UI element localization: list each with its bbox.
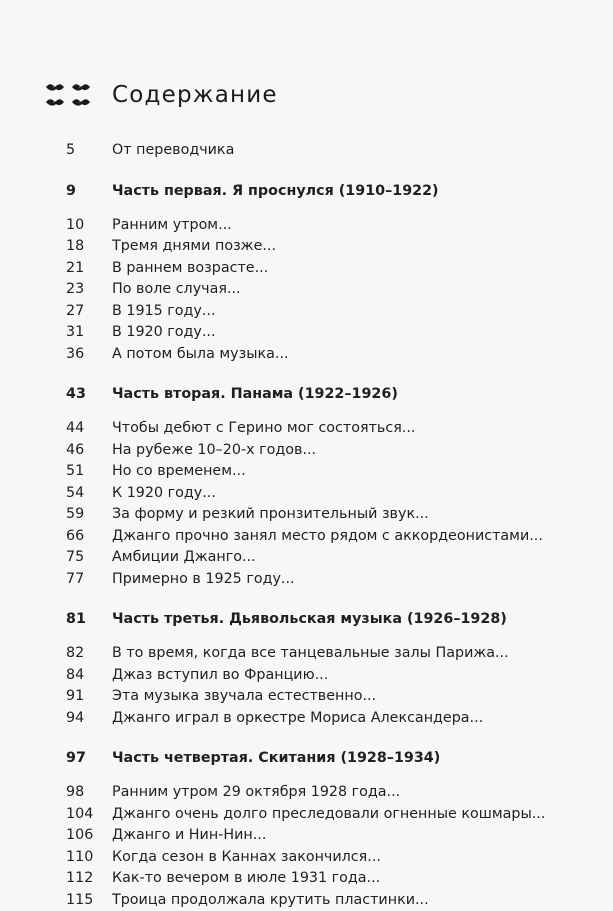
toc-entry <box>0 804 613 826</box>
toc-part-heading <box>0 607 613 631</box>
page-number: 51 <box>66 461 84 483</box>
entry-title: А потом была музыка... <box>112 344 289 366</box>
entry-title: Джанго и Нин-Нин... <box>112 825 266 847</box>
toc-entry <box>0 418 613 440</box>
toc-entry <box>0 344 613 366</box>
part-title: Часть вторая. Панама (1922–1926) <box>112 382 398 406</box>
toc-entry <box>0 643 613 665</box>
page-number: 66 <box>66 526 84 548</box>
toc-entry <box>0 569 613 591</box>
page-number: 91 <box>66 686 84 708</box>
entry-title: Джанго прочно занял место рядом с аккордеонистами... <box>112 526 543 548</box>
entry-title: Джаз вступил во Францию... <box>112 665 328 687</box>
floral-ornament-icon <box>44 80 98 110</box>
page-number: 9 <box>66 179 76 203</box>
toc-part-heading <box>0 179 613 203</box>
page-number: 75 <box>66 547 84 569</box>
entry-title: Но со временем... <box>112 461 246 483</box>
page-number: 23 <box>66 279 84 301</box>
toc-entry <box>0 504 613 526</box>
page-number: 46 <box>66 440 84 462</box>
entry-title: Джанго очень долго преследовали огненные кошмары... <box>112 804 545 826</box>
entry-title: По воле случая... <box>112 279 241 301</box>
toc-entry <box>0 440 613 462</box>
page-number: 110 <box>66 847 93 869</box>
page-number: 84 <box>66 665 84 687</box>
entry-title: В 1915 году... <box>112 301 216 323</box>
page-number: 115 <box>66 890 93 911</box>
entry-title: На рубеже 10–20-х годов... <box>112 440 316 462</box>
entry-title: К 1920 году... <box>112 483 216 505</box>
page-number: 98 <box>66 782 84 804</box>
page-number: 112 <box>66 868 93 890</box>
page-number: 43 <box>66 382 86 406</box>
toc-entry <box>0 686 613 708</box>
entry-title: За форму и резкий пронзительный звук... <box>112 504 429 526</box>
page-number: 36 <box>66 344 84 366</box>
page-number: 82 <box>66 643 84 665</box>
page-number: 44 <box>66 418 84 440</box>
entry-title: Тремя днями позже... <box>112 236 276 258</box>
page-number: 5 <box>66 140 75 162</box>
toc-entry <box>0 279 613 301</box>
page-number: 97 <box>66 746 86 770</box>
entry-title: Чтобы дебют с Герино мог состояться... <box>112 418 415 440</box>
page-number: 77 <box>66 569 84 591</box>
toc-entry <box>0 782 613 804</box>
toc-entry <box>0 483 613 505</box>
page-number: 59 <box>66 504 84 526</box>
part-title: Часть первая. Я проснулся (1910–1922) <box>112 179 439 203</box>
toc-entry <box>0 825 613 847</box>
toc-entry <box>0 215 613 237</box>
toc-entry <box>0 322 613 344</box>
entry-title: В то время, когда все танцевальные залы Парижа... <box>112 643 509 665</box>
entry-title: Как-то вечером в июле 1931 года... <box>112 868 380 890</box>
toc-entry <box>0 708 613 730</box>
page-number: 81 <box>66 607 86 631</box>
entry-title: Амбиции Джанго... <box>112 547 256 569</box>
part-title: Часть третья. Дьявольская музыка (1926–1928) <box>112 607 507 631</box>
page-number: 18 <box>66 236 84 258</box>
entry-title: Когда сезон в Каннах закончился... <box>112 847 381 869</box>
entry-title: Троица продолжала крутить пластинки... <box>112 890 429 911</box>
entry-title: Примерно в 1925 году... <box>112 569 295 591</box>
toc-entry <box>0 847 613 869</box>
toc-entry <box>0 868 613 890</box>
entry-title: Джанго играл в оркестре Мориса Александера... <box>112 708 483 730</box>
entry-title: От переводчика <box>112 140 234 162</box>
page-number: 104 <box>66 804 93 826</box>
toc-entry <box>0 236 613 258</box>
entry-title: Ранним утром... <box>112 215 232 237</box>
toc-part-heading <box>0 746 613 770</box>
page-number: 10 <box>66 215 84 237</box>
toc-entry <box>0 890 613 911</box>
table-of-contents <box>0 140 613 911</box>
page-number: 106 <box>66 825 93 847</box>
page-number: 94 <box>66 708 84 730</box>
page-number: 21 <box>66 258 84 280</box>
toc-entry <box>0 665 613 687</box>
toc-entry <box>0 526 613 548</box>
entry-title: Ранним утром 29 октября 1928 года... <box>112 782 400 804</box>
toc-entry <box>0 547 613 569</box>
toc-entry <box>0 301 613 323</box>
page-number: 31 <box>66 322 84 344</box>
page-number: 54 <box>66 483 84 505</box>
toc-entry <box>0 258 613 280</box>
entry-title: В раннем возрасте... <box>112 258 268 280</box>
part-title: Часть четвертая. Скитания (1928–1934) <box>112 746 440 770</box>
toc-part-heading <box>0 382 613 406</box>
toc-header <box>44 80 278 110</box>
page-title: Содержание <box>112 82 278 108</box>
toc-entry <box>0 461 613 483</box>
toc-entry-intro <box>0 140 613 162</box>
entry-title: Эта музыка звучала естественно... <box>112 686 376 708</box>
entry-title: В 1920 году... <box>112 322 216 344</box>
page-number: 27 <box>66 301 84 323</box>
